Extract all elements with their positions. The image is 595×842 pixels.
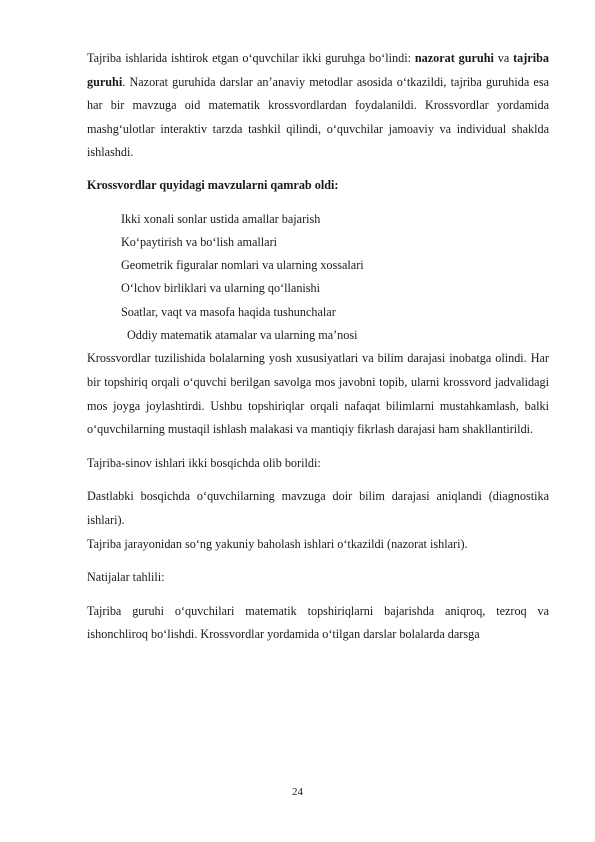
list-item: Ko‘paytirish va bo‘lish amallari xyxy=(121,234,278,249)
experimental-group-term: tajriba guruhi xyxy=(87,51,549,89)
topics-list xyxy=(87,208,549,348)
list-item: Soatlar, vaqt va masofa haqida tushunchalar xyxy=(121,304,336,319)
results-heading: Natijalar tahlili: xyxy=(87,570,165,585)
document-page xyxy=(87,47,549,647)
intro-paragraph xyxy=(87,47,549,165)
intro-text-2: va xyxy=(493,51,514,65)
list-item: O‘lchov birliklari va ularning qo‘llanishi xyxy=(121,281,321,296)
list-item: Ikki xonali sonlar ustida amallar bajarish xyxy=(121,211,321,226)
control-group-term: nazorat guruhi xyxy=(414,51,494,65)
stages-intro: Tajriba-sinov ishlari ikki bosqichda olib borildi: xyxy=(87,455,321,470)
intro-text-3: . Nazorat guruhida darslar an’anaviy metodlar asosida o‘tkazildi, tajriba guruhida esa har bir mavzuga oid matematik krossvordlardan foydalanildi. Krossvordlar yordamida mashg‘ulotlar interaktiv tarzda tashkil qilindi, o‘quvchilar jamoaviy va individual shaklda ishlashdi. xyxy=(87,74,549,160)
topics-heading: Krossvordlar quyidagi mavzularni qamrab oldi: xyxy=(87,177,339,192)
list-item: Oddiy matematik atamalar va ularning ma’nosi xyxy=(127,328,358,343)
stage-2-paragraph: Tajriba jarayonidan so‘ng yakuniy baholash ishlari o‘tkazildi (nazorat ishlari). xyxy=(87,536,468,551)
structure-paragraph: Krossvordlar tuzilishida bolalarning yosh xususiyatlari va bilim darajasi inobatga olindi. Har bir topshiriq orqali o‘quvchi berilgan savolga mos javobni topib, ularni krossvord jadvalidagi mos joyga joylashtirdi. Ushbu topshiriqlar orqali nafaqat bilimlarni mustahkamlash, balki o‘quvchilarning mustaqil ishlash malakasi va mantiqiy fikrlash darajasi ham shakllantirildi. xyxy=(87,351,549,437)
stage-1-paragraph: Dastlabki bosqichda o‘quvchilarning mavzuga doir bilim darajasi aniqlandi (diagnostika ishlari). xyxy=(87,489,549,527)
list-item: Geometrik figuralar nomlari va ularning xossalari xyxy=(121,258,364,273)
page-number: 24 xyxy=(292,786,303,798)
intro-text-1: Tajriba ishlarida ishtirok etgan o‘quvchilar ikki guruhga bo‘lindi: xyxy=(87,51,415,65)
results-paragraph: Tajriba guruhi o‘quvchilari matematik topshiriqlarni bajarishda aniqroq, tezroq va ishonchliroq bo‘lishdi. Krossvordlar yordamida o‘tilgan darslar bolalarda darsga xyxy=(87,603,549,642)
